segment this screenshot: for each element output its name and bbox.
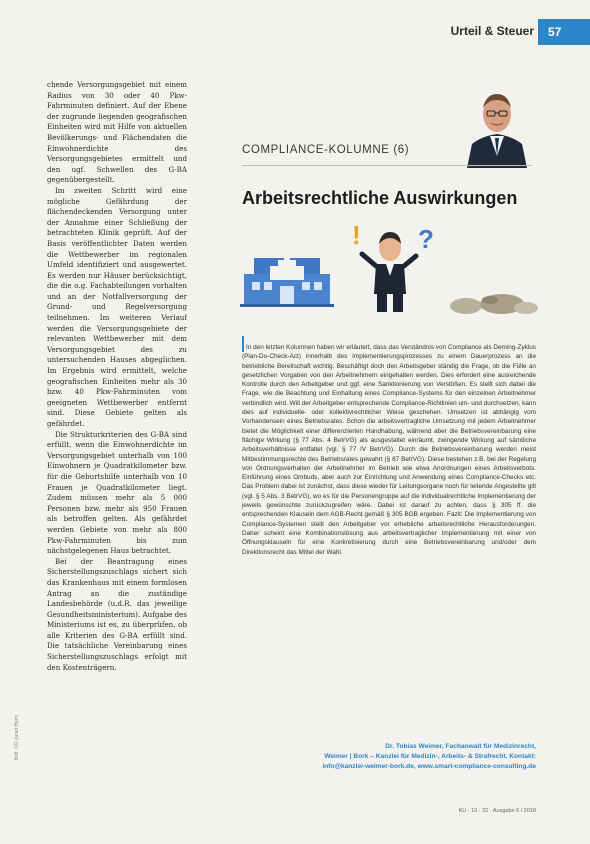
- left-paragraph: Im zweiten Schritt wird eine mögliche Gefährdung der flächendeckenden Versorgung unter der Annahme einer Schließung der betrachteten Klinik geprüft. Auf der Basis veröffentlichter Daten werden die Wettbewerber im regionalen Umfeld identifiziert und ausgewertet. Es werden nur Häuser berücksichtigt, die die o.g. Fachabteilungen vorhalten und an der Notfallversorgung der Grund- und Regelversorgung teilnehmen. Im weiteren Verlauf werden die Versorgungsgebiete der relevanten Wettbewerber mit dem Versorgungsgebiet des zu untersuchenden Hauses abgeglichen. Im Ergebnis wird ermittelt, welche geografischen Einheiten mehr als 30 bzw. 40 Pkw-Fahrminuten vom geeigneten Wettbewerber entfernt sind. Diese Gebiete gelten als gefährdet.: [47, 185, 187, 428]
- confused-man-icon: [352, 220, 434, 312]
- footer-issue-info: KU · 10 · 32 · Ausgabe 6 / 2018: [458, 808, 536, 814]
- column-kicker: COMPLIANCE-KOLUMNE (6): [242, 144, 410, 156]
- compliance-illustration: [240, 214, 540, 322]
- left-paragraph: Die Strukturkriterien des G-BA sind erfüllt, wenn die Einwohnerdichte im Versorgungsgebiet unterhalb von 100 Einwohnern je Quadratkilometer bzw. für die Geburtshilfe unterhalb von 10 Frauen je Quadratkilometer liegt. Zudem müssen mehr als 5 000 Personen bzw. mehr als 950 Frauen als betroffen gelten. Als gefährdet werden Gebiete von mehr als 800 Pkw-Fahrminuten bis zum nächstgelegenen Haus betrachtet.: [47, 429, 187, 556]
- svg-text:!: !: [352, 220, 361, 250]
- page-number-box: [538, 19, 590, 45]
- column-body-text: In den letzten Kolumnen haben wir erläutert, dass das Verständnis von Compliance als Deming-Zyklus (Plan-Do-Check-Act) innerhalb des Implementierungsprozesses zu einem Dauerprozess an die betriebliche Bereitschaft wichtig. Beschäftigt doch den Arbeitsgeber ständig die Frage, ob die Fülle an gesetzlichen Vorgaben von den Arbeitnehmern eingehalten werden. Dies erfordert eine ausreichende Kontrolle durch den Arbeitgeber und ggf. eine Sanktionierung von Verstößen. Es stellt sich dabei die Frage, wie die Beachtung und Einhaltung eines Compliance-Systems für den einzelnen Arbeitnehmer verbindlich wird. Will der Arbeitgeber entsprechende Compliance-Richtlinien um- und durchsetzen, kann dies auf individuelle- oder kollektivrechtlicher Weise geschehen. Umsetzen ist abhängig vom Vorhandensein eines Betriebsrates. Schon die arbeitsvertragliche Umsetzung mit jedem Arbeitnehmer bietet die Möglichkeit einer differenzierten Handhabung, während aber die Betriebsvereinbarung eine flächige Wirkung (§ 77 Abs. 4 BetrVG) als ausgestaltet einräumt, zwingende Wirkung auf sämtliche Arbeitsverhältnisse entfaltet (vgl. § 77 IV BetrVG). Durch die Betriebsvereinbarung werden meist Mitbestimmungsrechte des Betriebsrates gewahrt (§ 87 BetrVG). Diese bestehen z.B. bei der Regelung von Ordnungsverhalten der Arbeitnehmer im Betrieb wie etwa Anordnungen eines Arbeitsverbots. Einführung eines Ombuds, aber auch zur Einrichtung und Anwendung eines Compliance-Checks etc. Das Problem dabei ist zunächst, dass diese wieder für Leitungsorgane noch für leitende Angestellte gilt (vgl. § 5 Abs. 3 BetrVG), wo es für die Personengruppe auf die individualrechtliche Implementierung der jeweils gewünschte zurückzugreifen wäre. Dabei ist darauf zu achten, dass § 305 ff. die entsprechenden Klauseln dem AGB-Recht gemäß § 305 BGB ergeben. Fazit: Die Implementierung von Compliance-Systemen stellt den Arbeitgeber vor erhebliche arbeitsrechtliche Herausforderungen. Daher scheint eine Kombinationslösung aus arbeitsvertraglicher Implementierung mit einer von Öffnungsklauseln für eine Konkretisierung durch eine Betriebsvereinbarung und/oder dem Direktionsrecht das Mittel der Wahl.: [242, 344, 536, 556]
- column-body: [242, 336, 536, 736]
- paragraph-marker: [242, 336, 244, 352]
- left-paragraph: Bei der Beantragung eines Sicherstellungszuschlags sichert sich das Krankenhaus mit einem formlosen Antrag an die zuständige Landesbehörde (u.d.R. das jeweilige Gesundheitsministerium). Aufgabe des Ministeriums ist es, zu überprüfen, ob alle Kriterien des G-BA erfüllt sind. Die tatsächliche Vereinbarung eines Sicherstellungszuschlags erfolgt mit den Kostenträgern.: [47, 556, 187, 672]
- hospital-icon: [240, 254, 334, 307]
- left-paragraph: chende Versorgungsgebiet mit einem Radius von 30 oder 40 Pkw-Fahrminuten definiert. Auf der Ebene der zugrunde liegenden geografischen Einheiten wird mit Hilfe von aktuellen Bevölkerungs- und Flächendaten die Einwohnerdichte des Versorgungsgebietes ermittelt und den ugf. Schwellen des G-BA gegenübergestellt.: [47, 80, 187, 185]
- author-signature: [242, 742, 536, 772]
- author-firm: Weimer | Bork – Kanzlei für Medizin-, Arbeits- & Strafrecht, Kontakt:: [324, 753, 536, 760]
- photo-credit: Bild: ©© Janet Heim: [14, 714, 20, 760]
- author-contact: info@kanzlei-weimer-bork.de, www.smart-compliance-consulting.de: [322, 763, 536, 770]
- rocks-icon: [450, 294, 538, 314]
- section-title: Urteil & Steuer: [450, 24, 534, 38]
- page-number: 57: [548, 25, 562, 39]
- author-name: Dr. Tobias Weimer, Fachanwalt für Medizinrecht,: [385, 743, 536, 750]
- author-portrait: [462, 82, 532, 168]
- column-headline: Arbeitsrechtliche Auswirkungen: [242, 188, 518, 208]
- kicker-divider: [242, 165, 532, 166]
- left-article-column: [47, 80, 187, 780]
- svg-text:?: ?: [418, 224, 434, 254]
